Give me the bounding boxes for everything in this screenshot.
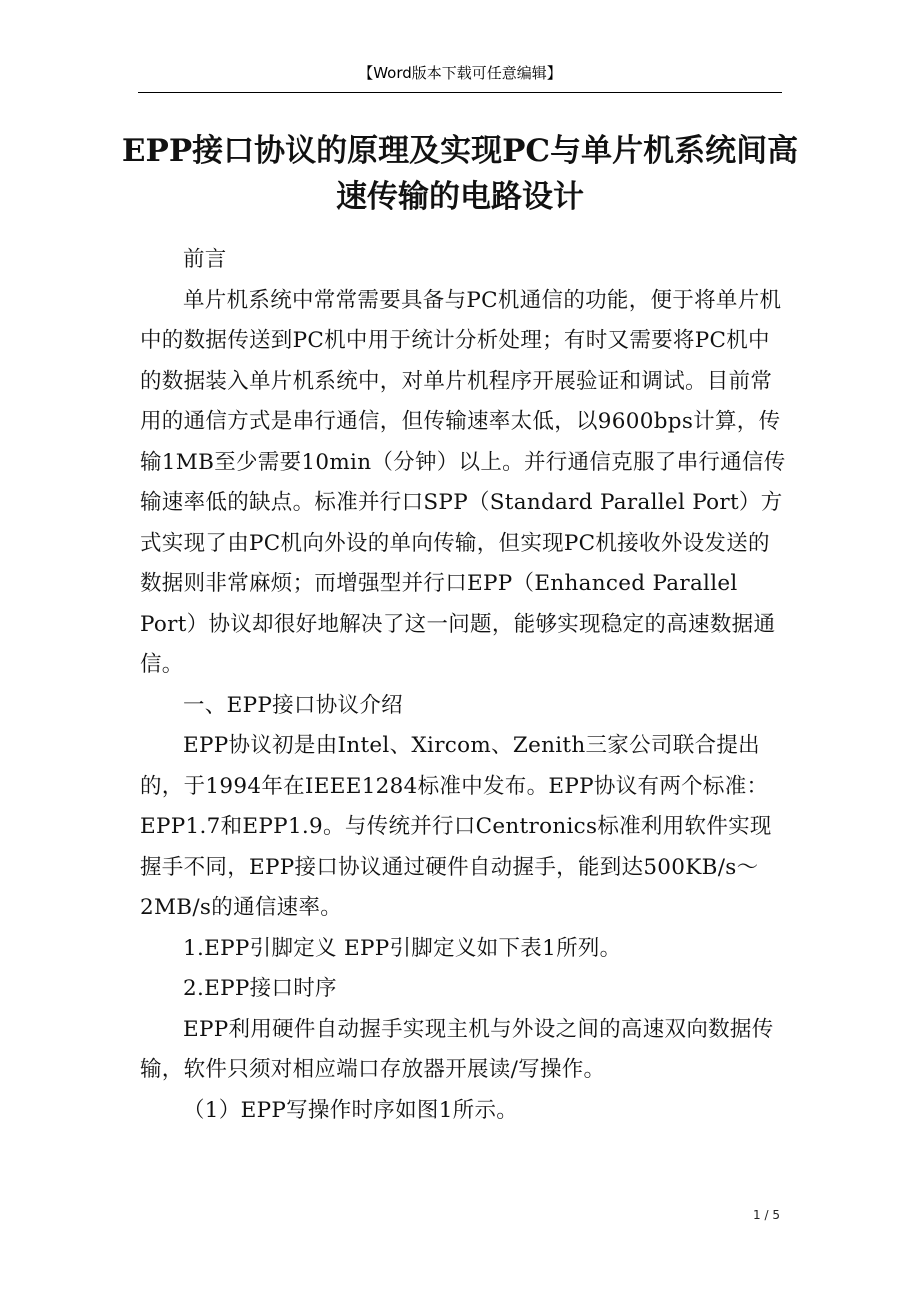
document-body <box>140 240 790 1131</box>
page-number: 1 / 5 <box>753 1208 780 1222</box>
paragraph-epp-history: EPP协议初是由Intel、Xircom、Zenith三家公司联合提出的，于1994年在IEEE1284标准中发布。EPP协议有两个标准：EPP1.7和EPP1.9。与传统并行口Centronics标准利用软件实现握手不同，EPP接口协议通过硬件自动握手，能到达500KB/s～2MB/s的通信速率。 <box>140 733 772 920</box>
paragraph-write-timing: （1）EPP写操作时序如图1所示。 <box>183 1097 519 1123</box>
section-heading-epp-intro: 一、EPP接口协议介绍 <box>183 692 403 718</box>
download-banner: 【Word版本下载可任意编辑】 <box>358 64 562 82</box>
paragraph-timing-heading: 2.EPP接口时序 <box>183 976 337 1001</box>
paragraph-pin-definition: 1.EPP引脚定义 EPP引脚定义如下表1所列。 <box>183 935 622 961</box>
header-divider <box>138 92 782 93</box>
paragraph-timing-desc: EPP利用硬件自动握手实现主机与外设之间的高速双向数据传输，软件只须对相应端口存放器开展读/写操作。 <box>140 1016 774 1082</box>
paragraph-intro: 单片机系统中常常需要具备与PC机通信的功能，便于将单片机中的数据传送到PC机中用于统计分析处理；有时又需要将PC机中的数据装入单片机系统中，对单片机程序开展验证和调试。目前常用的通信方式是串行通信，但传输速率太低，以9600bps计算，传输1MB至少需要10min（分钟）以上。并行通信克服了串行通信传输速率低的缺点。标准并行口SPP（Standard Parallel Port）方式实现了由PC机向外设的单向传输，但实现PC机接收外设发送的数据则非常麻烦；而增强型并行口EPP（Enhanced Parallel Port）协议却很好地解决了这一问题，能够实现稳定的高速数据通信。 <box>140 287 786 677</box>
document-title: EPP接口协议的原理及实现PC与单片机系统间高速传输的电路设计 <box>121 133 799 215</box>
paragraph-preface-heading: 前言 <box>183 247 227 272</box>
